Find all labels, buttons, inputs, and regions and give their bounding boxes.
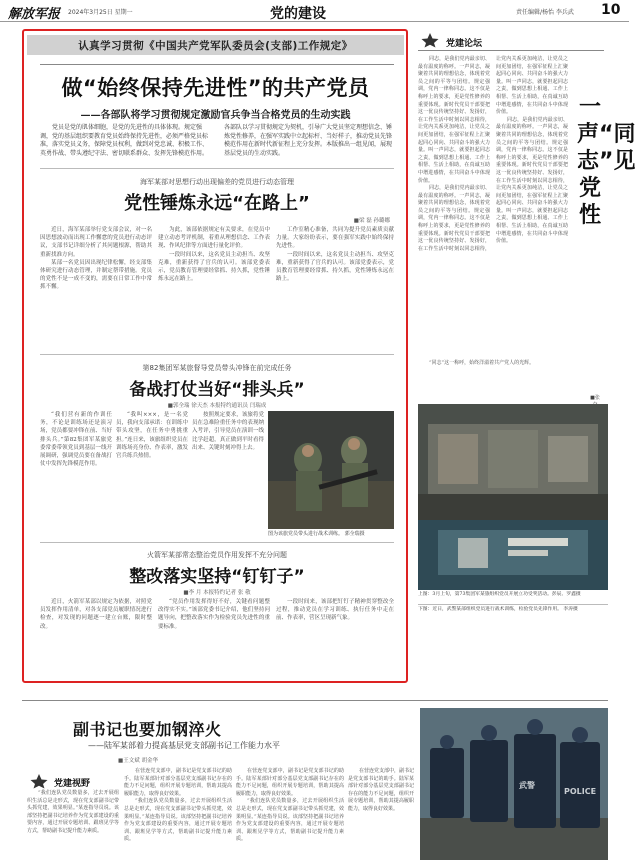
paragraph: 同志，是我们党内最亲切、最有温度的称呼。一声同志，凝聚着共同的理想信念，体现着党员之间的平等与团结。规定强调，党内一律称同志。这不仅是称呼上的要求，更是党性修养的重要体现。新时代党员干部要把这一优良传统坚持好、发扬好，在工作生活中时刻以同志相待，让党内关系更加纯洁，让党员之间更加团结，在强军征程上汇聚起同心同向、共同奋斗的强大力量。叫一声同志，就要担起同志之责，做到思想上相通、工作上相帮、生活上相助，在真诚互助中增进感情，在共同奋斗中体现价值。 <box>496 116 568 245</box>
article4-col3 <box>348 768 414 860</box>
article2-title: 备战打仗当好“排头兵” <box>129 380 305 400</box>
paragraph: “我们连队党员数量多，过去开展组织生活总是走形式，现在党支部副书记带头抓党建，效果明显。”某连指导员说。该部坚持把副书记培养作为党支部建设的重要内容，通过开展专题培训、跟班见学等方式，帮助副书记提升能力素质。 <box>236 798 344 843</box>
paragraph: 按照规定要求，该旅将党员在急难险重任务中的表现纳入考评，引导党员在演训一线比学赶超，真正做到平时看得出来、关键时刻冲得上去。 <box>192 412 264 451</box>
paragraph: 一段时间来，该部把钉钉子精神贯穿整改全过程，推动党员在学习训练、执行任务中走在前、作表率，营区呈现新气象。 <box>276 599 394 622</box>
issue-date: 2024年3月25日 星期一 <box>68 9 133 16</box>
article3-kicker: 火箭军某部常态整治党员作用发挥不充分问题 <box>147 551 287 559</box>
right-photo-caption: 上图：3月上旬，第73集团军某旅组织党员开展立功受奖活动。彭辰、罗鑫摄 <box>418 592 581 597</box>
article2-col1 <box>40 411 112 539</box>
paragraph: 一段时间以来，这名党员主动担当、攻坚克难，重新获得了官兵的认可。该部党委表示，党员教育管理要经常抓、持久抓，党性锤炼永远在路上。 <box>276 251 394 283</box>
article4-col1 <box>124 768 232 860</box>
article1-title: 党性锤炼永远“在路上” <box>124 193 310 214</box>
feature-headline: 做“始终保持先进性”的共产党员 <box>61 76 370 100</box>
star-emblem-icon <box>27 773 51 789</box>
column2-label: 党建视野 <box>54 779 91 789</box>
section-title: 党的建设 <box>270 6 326 22</box>
training-photo <box>268 411 394 529</box>
article3-title: 整改落实坚持“钉钉子” <box>129 567 305 587</box>
paragraph: “我们连队党员数量多，过去开展组织生活总是走形式，现在党支部副书记带头抓党建，效果明显。”某连指导员说。该部坚持把副书记培养作为党支部建设的重要内容，通过开展专题培训、跟班见学等方式，帮助副书记提升能力素质。 <box>27 790 119 834</box>
paragraph: 为此，该部依据规定有关要求，在党员中建立动态考评机制，着重从理想信念、工作表现、作风纪律等方面进行量化评价。 <box>158 227 270 250</box>
article4-title: 副书记也要加钢淬火 <box>73 720 222 739</box>
svg-text:武警: 武警 <box>519 781 535 790</box>
column-body <box>418 56 568 356</box>
column-author: ■张 <box>590 395 600 401</box>
training-photo-art <box>268 411 394 529</box>
article3-col3 <box>276 598 394 676</box>
divider <box>40 64 394 65</box>
article4-byline: ■王文斌 胡金华 <box>118 758 158 764</box>
article1-byline: ■梁 磊 孙璐娜 <box>353 218 390 224</box>
paragraph: “我们营有新的作训任务，不论是训练场还是演习场，党员都要冲锋在前、当好排头兵。”第82集团军某旅党委常委带领党员到基层一线开展调研，强调党员要在备战打仗中发挥先锋模范作用。 <box>40 412 112 468</box>
divider <box>40 168 394 169</box>
divider <box>418 604 608 605</box>
paragraph: 同志，是我们党内最亲切、最有温度的称呼。一声同志，凝聚着共同的理想信念，体现着党员之间的平等与团结。规定强调，党内一律称同志。这不仅是称呼上的要求，更是党性修养的重要体现。新时代党员干部要把这一优良传统坚持好、发扬好，在工作生活中时刻以同志相待，让党内关系更加纯洁，让党员之间更加团结，在强军征程上汇聚起同心同向、共同奋斗的强大力量。叫一声同志，就要担起同志之责，做到思想上相通、工作上相帮、生活上相助，在真诚互助中增进感情，在共同奋斗中体现价值。 <box>418 56 490 184</box>
feature-lede: 党员是党的肌体细胞，是党的先进性的具体体现。规定强调，党的基层组织要教育党员始终保持先进性，必须严格党员标准，落实党员义务，保障党员权利，做到对党忠诚、积极工作、英勇作战、带头遵纪守法、密切联系群众、发挥先锋模范作用。各部队以学习贯彻规定为契机，引导广大党员坚定理想信念、锤炼党性修养，在强军实践中立起标杆、当好样子，推动党员先锋模范作用在新时代新征程上充分发挥。本版推出一组见闻，展现基层党员的生动实践。 <box>40 124 393 157</box>
column-title <box>574 94 635 229</box>
paragraph: 在营连党支部中，副书记是党支部书记的助手。陆军某部针对部分基层党支部副书记存在的能力不足问题，组织开展专题培训，帮助其提高履职能力，取得良好效果。 <box>124 768 232 797</box>
article3-byline: ■李 月 本报特约记者 张 敬 <box>183 590 251 596</box>
paragraph: 工作室精心准备，共同为提升党员素质贡献力量。大家纷纷表示，要在强军实践中始终保持先进性。 <box>276 227 394 250</box>
paragraph: 某部一名党员因出现纪律松懈，经支部集体研究进行动态管理，并制定帮带措施。党员的党性不是一成不变的，需要在日常工作中常抓不懈。 <box>40 259 152 291</box>
paragraph: 同志，是我们党内最亲切、最有温度的称呼。一声同志，凝聚着共同的理想信念，体现着党员之间的平等与团结。规定强调，党内一律称同志。这不仅是称呼上的要求，更是党性修养的重要体现。新时代党员干部要把这一优良传统坚持好、发扬好，在工作生活中时刻以同志相待，让党内关系更加纯洁，让党员之间更加团结，在强军征程上汇聚起同心同向、共同奋斗的强大力量。叫一声同志，就要担起同志之责，做到思想上相通、工作上相帮、生活上相助，在真诚互助中增进感情，在共同奋斗中体现价值。 <box>418 56 568 252</box>
article3-col2 <box>158 598 270 676</box>
article3-col1 <box>40 598 152 676</box>
paragraph: 在营连党支部中，副书记是党支部书记的助手。陆军某部针对部分基层党支部副书记存在的能力不足问题，组织开展专题培训，帮助其提高履职能力，取得良好效果。 <box>236 768 344 797</box>
article1-kicker: 海军某部对思想行动出现偏差的党员进行动态管理 <box>140 178 294 186</box>
paragraph: “我叫×××，是一名党员，我向支部承诺：在训练中带头攻坚，在任务中勇挑重担。”连日来，该旅组织党员在训练场亮身份、作表率，激发官兵练兵热情。 <box>116 412 188 460</box>
feature-banner: 认真学习贯彻《中国共产党军队委员会(支部)工作规定》 <box>78 40 353 52</box>
right-photo-caption-2: 下图：近日，武警某部组织党员进行战术训练，检验党员先锋作用。 李涛摄 <box>418 607 578 612</box>
paragraph: 一段时间以来，这名党员主动担当、攻坚克难，重新获得了官兵的认可。该部党委表示，党员教育管理要经常抓、持久抓，党性锤炼永远在路上。 <box>158 251 270 283</box>
paragraph: 近日，火箭军某部以规定为依据，对照党员发挥作用清单，对各支部党员履职情况进行检查，对发现的问题逐一建立台账，限时整改。 <box>40 599 152 630</box>
column-title-text: 一声“同志”见党性 <box>577 95 635 228</box>
training-photo-caption: 图为该旅党员带头进行战术训练。 郭全瑞摄 <box>268 531 365 537</box>
paragraph: 在营连党支部中，副书记是党支部书记的助手。陆军某部针对部分基层党支部副书记存在的能力不足问题，组织开展专题培训，帮助其提高履职能力，取得良好效果。 <box>348 768 415 812</box>
column2-body <box>27 790 119 860</box>
article4-col2 <box>236 768 344 860</box>
divider <box>40 354 394 355</box>
svg-text:POLICE: POLICE <box>564 787 597 796</box>
newspaper-logo: 解放军报 <box>8 7 61 22</box>
feature-subheadline: ——各部队将学习贯彻规定激励官兵争当合格党员的生动实践 <box>80 110 351 121</box>
paragraph: “同志”这一称呼，始终洋溢着共产党人的光辉。 <box>429 360 535 366</box>
article1-col1 <box>40 226 152 350</box>
divider <box>22 700 608 701</box>
star-emblem-icon <box>418 32 442 48</box>
article2-col2 <box>116 411 188 539</box>
article2-col3 <box>192 411 264 539</box>
article2-kicker: 第82集团军某旅督导党员带头冲锋在前完成任务 <box>142 364 292 372</box>
column-label: 党建论坛 <box>446 39 483 49</box>
article4-subtitle: ——陆军某部着力提高基层党支部副书记工作能力水平 <box>88 741 280 750</box>
article2-byline: ■郭全瑞 徐天杰 本报特约通讯员 闫瑞成 <box>167 403 267 409</box>
divider <box>418 50 604 51</box>
editor-credit: 责任编辑/杨怡 李兵武 <box>516 9 574 16</box>
paragraph: 近日，海军某部举行党支部会议，对一名因思想波动而出现工作懈怠的党员进行动态评议，支部书记详细分析了其问题根源，帮助其重新找准方向。 <box>40 227 152 258</box>
article1-col2 <box>158 226 270 350</box>
paragraph: “党员作用发挥得好不好，关键看问题整改得实不实。”该部党委书记介绍，他们坚持问题导向，把整改落实作为检验党员先进性的重要标准。 <box>158 599 270 630</box>
article1-col3 <box>276 226 394 350</box>
page-number: 10 <box>601 2 621 18</box>
paragraph: “我们连队党员数量多，过去开展组织生活总是走形式，现在党支部副书记带头抓党建，效果明显。”某连指导员说。该部坚持把副书记培养作为党支部建设的重要内容，通过开展专题培训、跟班见学等方式，帮助副书记提升能力素质。 <box>124 798 232 843</box>
middle-right-photo <box>418 520 608 590</box>
divider <box>40 542 394 543</box>
column-body-tail <box>418 360 604 400</box>
top-right-photo <box>418 404 608 520</box>
shield-training-photo <box>420 708 608 860</box>
